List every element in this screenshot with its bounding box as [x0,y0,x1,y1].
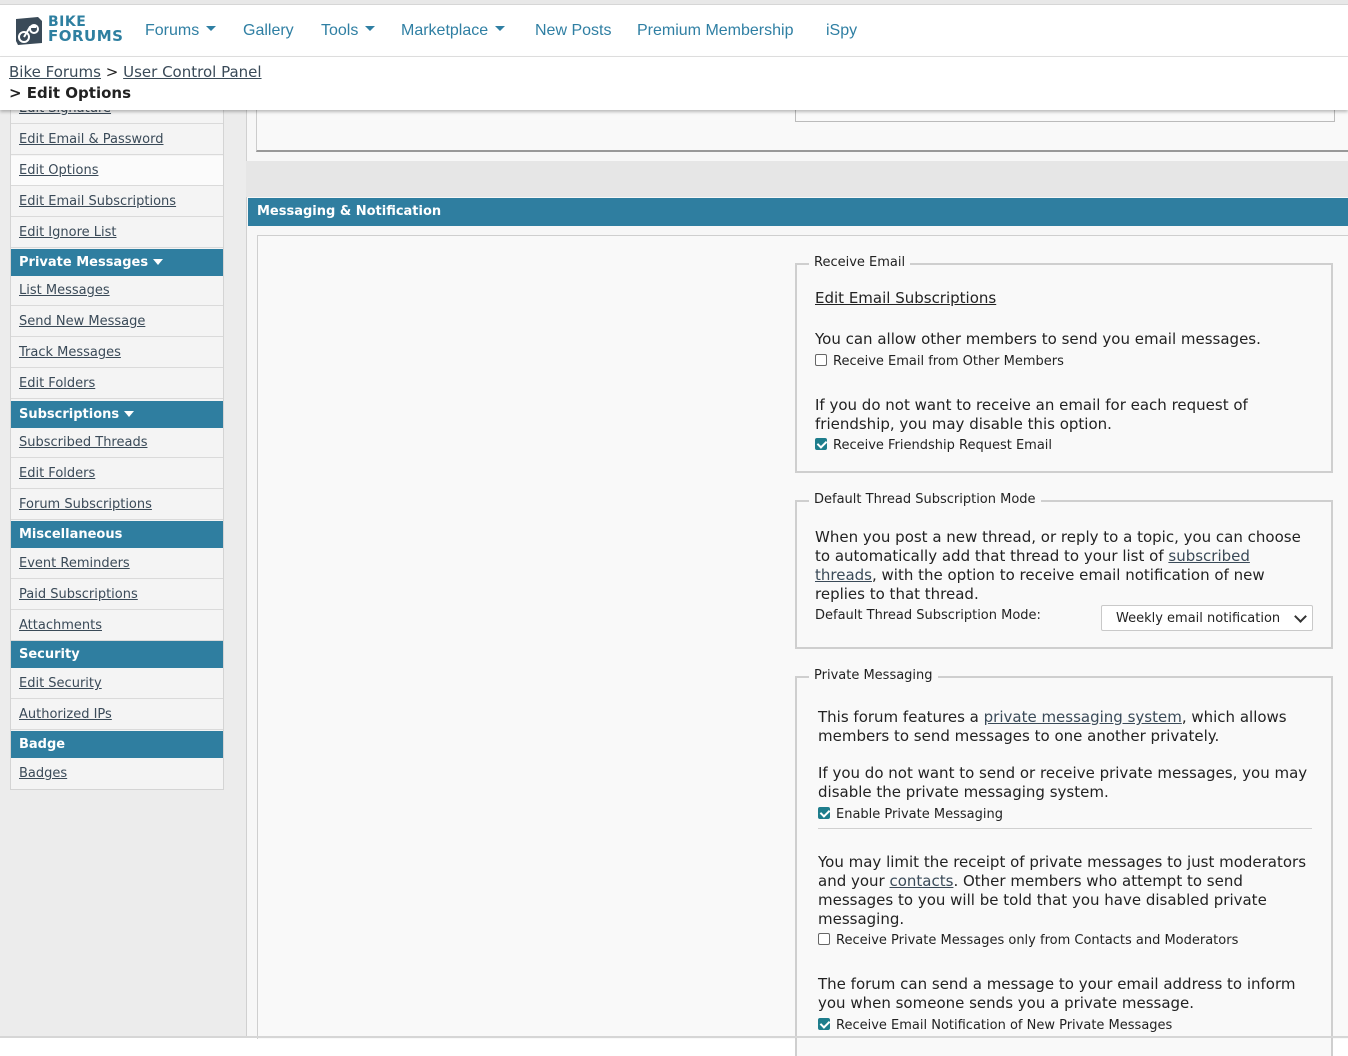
enable-private-messaging-checkbox[interactable] [818,807,830,819]
friendship-request-email-label: Receive Friendship Request Email [833,438,1053,453]
fieldset-default-thread-subscription [795,492,1333,649]
logo-text-bike: BIKE [48,14,87,30]
friendship-email-description: If you do not want to receive an email for each request of friendship, you may disable this option. [815,396,1248,433]
sidebar-item-event-reminders[interactable]: Event Reminders [11,549,223,579]
sidebar-item-forum-subscriptions[interactable]: Forum Subscriptions [11,490,223,520]
friendship-request-email-row [815,438,1052,454]
bike-forums-logo-icon [14,15,44,47]
sidebar-heading-private-messages[interactable]: Private Messages [11,249,223,276]
nav-premium-membership-label: Premium Membership [637,22,794,39]
sidebar-item-edit-email-subscriptions[interactable]: Edit Email Subscriptions [11,187,223,217]
sidebar-heading-subscriptions[interactable]: Subscriptions [11,401,223,428]
pm-limit-description: You may limit the receipt of private messages to just moderators and your contacts. Other members who attempt to send messages to you will be told that you have disabled private messaging. [818,853,1307,928]
sidebar-item-edit-options[interactable]: Edit Options [11,156,223,186]
pm-email-notification-row [818,1018,1172,1034]
fieldset-private-messaging [795,668,1333,1056]
friendship-request-email-checkbox[interactable] [815,438,827,450]
nav-tools[interactable] [321,22,375,40]
caret-down-icon [153,259,163,265]
pm-disable-description: If you do not want to send or receive private messages, you may disable the private messaging system. [818,764,1308,801]
logo-text-forums: FORUMS [48,27,124,45]
fieldset-legend: Private Messaging [809,668,938,683]
section-heading-messaging-notification: Messaging & Notification [248,198,1348,226]
sidebar-item-attachments[interactable]: Attachments [11,611,223,641]
fieldset-receive-email [795,255,1333,473]
sidebar-item-send-new-message[interactable]: Send New Message [11,307,223,337]
pm-email-notification-checkbox[interactable] [818,1018,830,1030]
top-navbar [0,5,1348,57]
main-content [246,110,1348,1038]
nav-new-posts[interactable] [535,22,611,40]
pm-description: This forum features a private messaging system, which allows members to send messages to one another privately. [818,708,1287,745]
breadcrumb-user-control-panel[interactable]: User Control Panel [123,63,262,81]
nav-ispy[interactable] [826,22,857,40]
sidebar-item-edit-ignore-list[interactable]: Edit Ignore List [11,218,223,248]
fieldset-legend: Receive Email [809,255,910,270]
usercp-sidebar [10,110,224,790]
breadcrumb [0,57,1348,110]
enable-private-messaging-label: Enable Private Messaging [836,807,1003,822]
bike-forums-logo[interactable] [14,13,124,49]
sidebar-item-subscribed-threads[interactable]: Subscribed Threads [11,428,223,458]
nav-gallery-label: Gallery [243,22,294,39]
divider [818,828,1312,829]
caret-down-icon [124,411,134,417]
sidebar-item-edit-email-password[interactable]: Edit Email & Password [11,125,223,155]
sidebar-item-list-messages[interactable]: List Messages [11,276,223,306]
sidebar-item-edit-folders-subs[interactable]: Edit Folders [11,459,223,489]
sidebar-heading-badge: Badge [11,731,223,758]
sidebar-item-edit-folders-pm[interactable]: Edit Folders [11,369,223,399]
page-body [0,110,1348,1038]
sidebar-heading-security: Security [11,641,223,668]
chevron-down-icon [365,26,375,31]
nav-ispy-label: iSpy [826,22,858,39]
subscribed-threads-link[interactable]: subscribed threads [815,547,1250,584]
breadcrumb-current: > Edit Options [9,84,132,102]
thread-mode-select-label: Default Thread Subscription Mode: [815,608,1041,623]
edit-email-subscriptions-link[interactable]: Edit Email Subscriptions [815,289,997,307]
contacts-link[interactable]: contacts [889,872,954,890]
sidebar-item-paid-subscriptions[interactable]: Paid Subscriptions [11,580,223,610]
private-messaging-system-link[interactable]: private messaging system [983,708,1182,726]
pm-contacts-only-checkbox[interactable] [818,933,830,945]
thread-mode-description: When you post a new thread, or reply to a topic, you can choose to automatically add that thread to your list of subscribed threads, with the option to receive email notification of new replies to that thread. [815,528,1301,603]
chevron-down-icon [495,26,505,31]
nav-new-posts-label: New Posts [535,22,612,39]
sidebar-item-track-messages[interactable]: Track Messages [11,338,223,368]
nav-tools-label: Tools [321,22,359,39]
sidebar-heading-miscellaneous: Miscellaneous [11,521,223,548]
chevron-down-icon [1294,610,1307,623]
nav-marketplace-label: Marketplace [401,22,489,39]
receive-email-from-members-label: Receive Email from Other Members [833,354,1064,369]
breadcrumb-bike-forums[interactable]: Bike Forums [9,63,101,81]
sidebar-item-authorized-ips[interactable]: Authorized IPs [11,700,223,730]
sidebar-item-edit-security[interactable]: Edit Security [11,669,223,699]
receive-email-from-members-checkbox[interactable] [815,354,827,366]
pm-email-notification-label: Receive Email Notification of New Private Messages [836,1018,1173,1033]
receive-email-description: You can allow other members to send you email messages. [815,330,1261,348]
pm-email-notify-description: The forum can send a message to your email address to inform you when someone sends you a private message. [818,975,1296,1012]
nav-forums[interactable] [145,22,216,40]
fieldset-legend: Default Thread Subscription Mode [809,492,1041,507]
nav-marketplace[interactable] [401,22,505,40]
enable-private-messaging-row [818,807,1003,823]
chevron-down-icon [206,26,216,31]
sidebar-item-badges[interactable]: Badges [11,759,223,789]
section-gap [246,161,1348,197]
nav-forums-label: Forums [145,22,200,39]
thread-subscription-mode-value: Weekly email notification [1116,611,1281,626]
breadcrumb-separator: > [105,63,119,81]
nav-gallery[interactable] [243,22,294,40]
thread-subscription-mode-select[interactable] [1101,605,1313,631]
pm-contacts-only-row [818,933,1238,949]
nav-premium-membership[interactable] [637,22,793,40]
previous-fieldset-remnant [795,110,1335,122]
pm-contacts-only-label: Receive Private Messages only from Contacts and Moderators [836,933,1239,948]
receive-email-from-members-row [815,354,1064,370]
